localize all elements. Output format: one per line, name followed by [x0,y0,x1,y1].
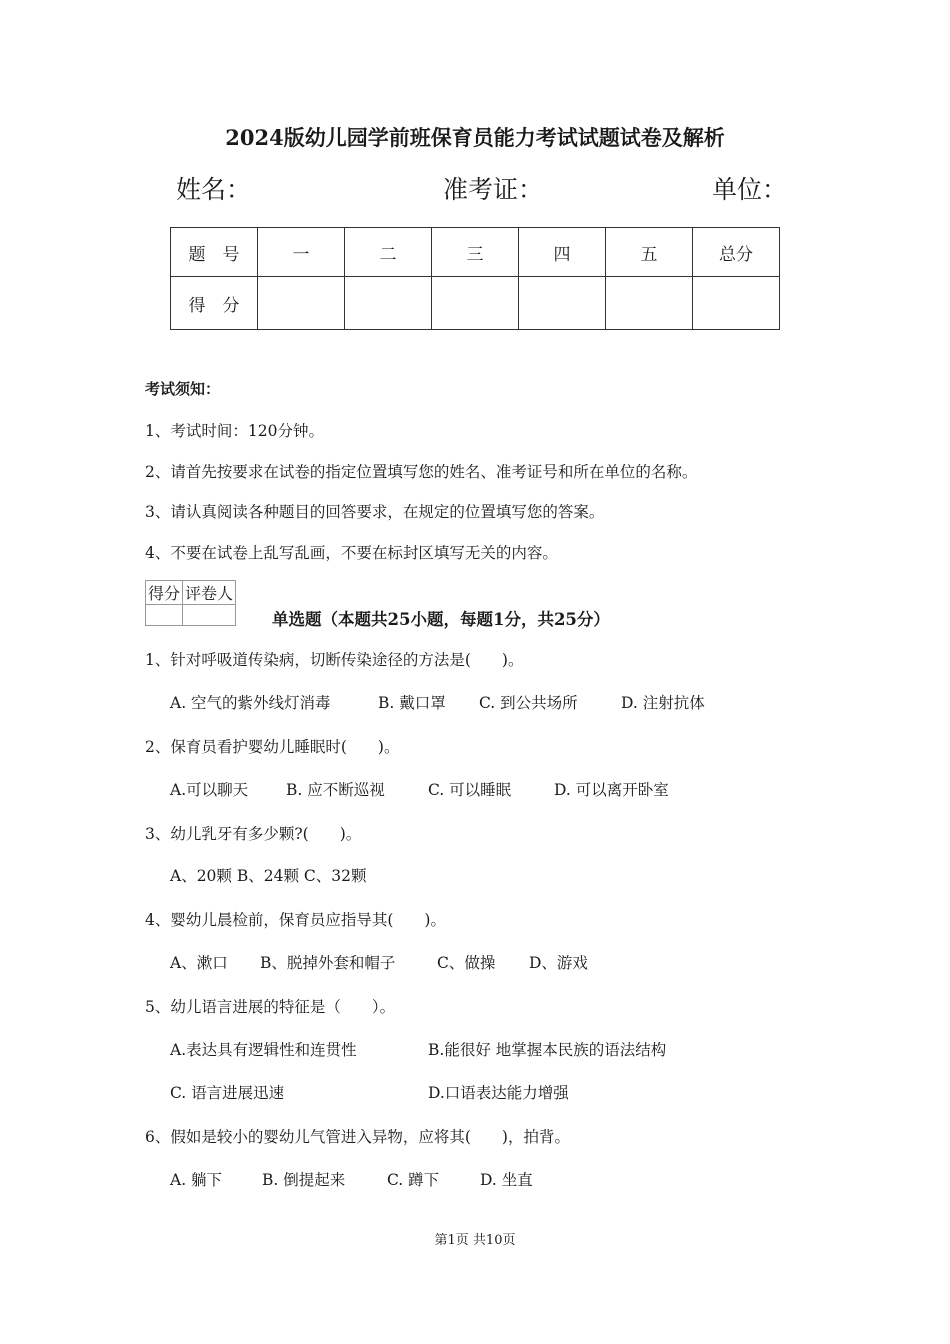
question-text: 1、针对呼吸道传染病，切断传染途径的方法是( )。 [145,651,524,669]
note-item: 1、考试时间：120分钟。 [145,422,324,440]
grader-reviewer-label: 评卷人 [183,581,236,605]
option-d: D. 可以离开卧室 [554,781,669,799]
section-two-header: 二 [345,228,432,277]
option-c: C. 语言进展迅速 [170,1084,285,1102]
option-a: A、漱口 [170,954,228,972]
option-b: B. 应不断巡视 [286,781,385,799]
section-one-header: 一 [258,228,345,277]
question-text: 6、假如是较小的婴幼儿气管进入异物，应将其( )，拍背。 [145,1128,570,1146]
page-footer: 第1页 共10页 [434,1233,516,1248]
grader-score-cell[interactable] [146,605,183,626]
option-a: A.表达具有逻辑性和连贯性 [170,1041,357,1059]
question-text: 3、幼儿乳牙有多少颗?( )。 [145,825,362,843]
note-item: 4、不要在试卷上乱写乱画，不要在标封区填写无关的内容。 [145,544,558,562]
option-c: C. 可以睡眠 [428,781,512,799]
score-cell[interactable] [693,277,780,330]
option-d: D、游戏 [529,954,588,972]
section-three-header: 三 [432,228,519,277]
option-a: A.可以聊天 [170,781,249,799]
option-b: B. 戴口罩 [378,694,446,712]
option-b: B. 倒提起来 [262,1171,346,1189]
grader-score-label: 得分 [146,581,183,605]
section-five-header: 五 [606,228,693,277]
note-item: 3、请认真阅读各种题目的回答要求，在规定的位置填写您的答案。 [145,503,605,521]
score-cell[interactable] [519,277,606,330]
grader-reviewer-cell[interactable] [183,605,236,626]
exam-number-label: 准考证： [443,175,544,204]
score-cell[interactable] [606,277,693,330]
name-label: 姓名： [176,175,252,204]
option-d: D. 注射抗体 [621,694,705,712]
option-line: A、20颗 B、24颗 C、32颗 [170,867,367,885]
score-row-label: 得 分 [171,277,258,330]
option-a: A. 空气的紫外线灯消毒 [170,694,331,712]
question-text: 4、婴幼儿晨检前，保育员应指导其( )。 [145,911,446,929]
total-score-header: 总分 [693,228,780,277]
option-d: D. 坐直 [480,1171,533,1189]
grader-box [145,580,236,626]
exam-title: 2024版幼儿园学前班保育员能力考试试题试卷及解析 [225,125,725,150]
option-c: C. 到公共场所 [479,694,578,712]
notes-title: 考试须知： [145,380,221,398]
score-cell[interactable] [258,277,345,330]
score-table [170,227,780,330]
question-text: 5、幼儿语言进展的特征是（ ）。 [145,998,396,1016]
note-item: 2、请首先按要求在试卷的指定位置填写您的姓名、准考证号和所在单位的名称。 [145,463,698,481]
score-cell[interactable] [345,277,432,330]
option-a: A. 躺下 [170,1171,223,1189]
question-number-header: 题 号 [171,228,258,277]
option-c: C. 蹲下 [387,1171,440,1189]
option-b: B、脱掉外套和帽子 [260,954,396,972]
section-title: 单选题（本题共25小题，每题1分，共25分） [272,610,610,629]
option-d: D.口语表达能力增强 [428,1084,569,1102]
option-c: C、做操 [437,954,496,972]
score-table-header-row [171,228,780,277]
score-table-score-row [171,277,780,330]
section-four-header: 四 [519,228,606,277]
score-cell[interactable] [432,277,519,330]
option-b: B.能很好 地掌握本民族的语法结构 [428,1041,667,1059]
question-text: 2、保育员看护婴幼儿睡眠时( )。 [145,738,400,756]
unit-label: 单位： [712,175,788,204]
